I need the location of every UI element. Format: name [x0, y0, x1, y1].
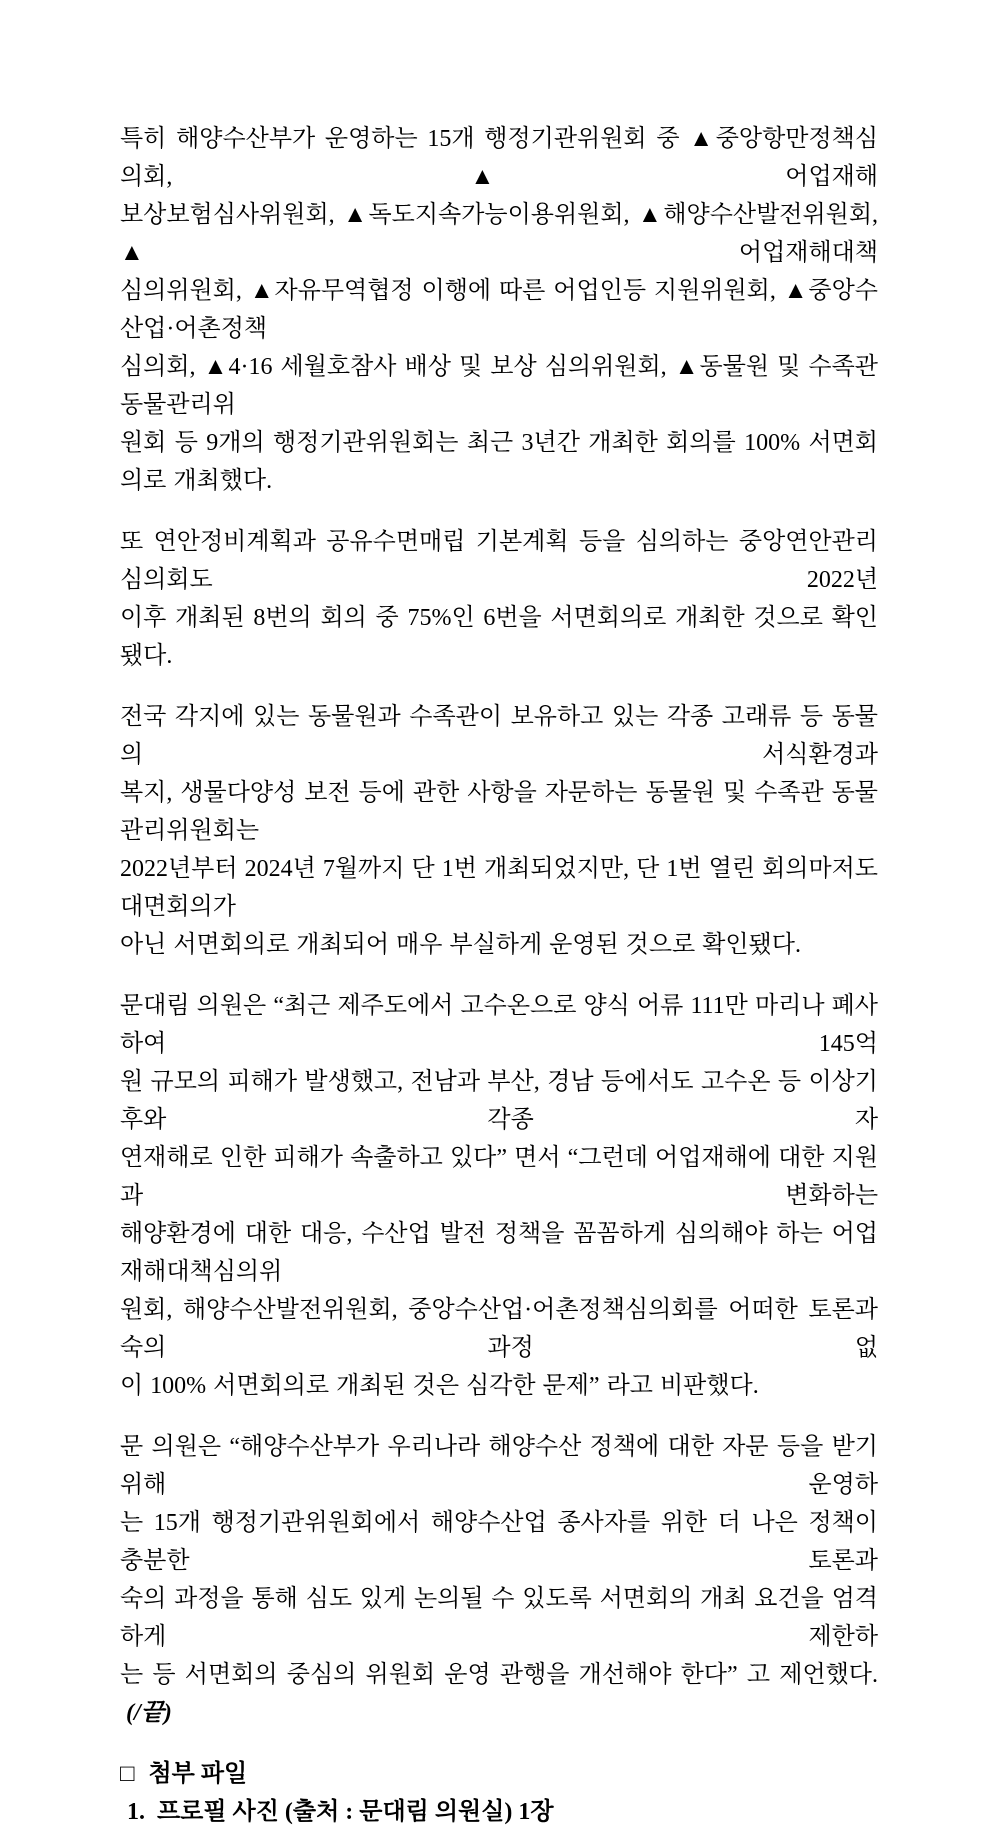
text-line: 연재해로 인한 피해가 속출하고 있다” 면서 “그런데 어업재해에 대한 지원과 변화하는 [120, 1145, 878, 1209]
text-line: 아닌 서면회의로 개최되어 매우 부실하게 운영된 것으로 확인됐다. [120, 932, 801, 958]
attachment-title: 첨부 파일 [148, 1761, 248, 1787]
text-line: 전국 각지에 있는 동물원과 수족관이 보유하고 있는 각종 고래류 등 동물의 서식환경과 [120, 704, 878, 768]
text-line: 또 연안정비계획과 공유수면매립 기본계획 등을 심의하는 중앙연안관리심의회도 2022년 [120, 529, 878, 593]
text-line: 해양환경에 대한 대응, 수산업 발전 정책을 꼼꼼하게 심의해야 하는 어업재해대책심의위 [120, 1221, 878, 1285]
text-line: 는 15개 행정기관위원회에서 해양수산업 종사자를 위한 더 나은 정책이 충분한 토론과 [120, 1510, 878, 1574]
text-line: 특히 해양수산부가 운영하는 15개 행정기관위원회 중 ▲중앙항만정책심의회, ▲어업재해 [120, 126, 878, 190]
text-line: 심의회, ▲4·16 세월호참사 배상 및 보상 심의위원회, ▲동물원 및 수족관 동물관리위 [120, 354, 878, 418]
text-line: 심의위원회, ▲자유무역협정 이행에 따른 어업인등 지원위원회, ▲중앙수산업·어촌정책 [120, 278, 878, 342]
attachment-item-number: 1. [127, 1799, 145, 1825]
attachment-section [120, 1755, 878, 1831]
attachment-header [120, 1755, 878, 1793]
paragraph-coastal-council [120, 523, 878, 675]
paragraph-committees-list [120, 120, 878, 500]
text-line: 문 의원은 “해양수산부가 우리나라 해양수산 정책에 대한 자문 등을 받기 위해 운영하 [120, 1434, 878, 1498]
text-line: 이후 개최된 8번의 회의 중 75%인 6번을 서면회의로 개최한 것으로 확인됐다. [120, 605, 878, 669]
text-line: 원회 등 9개의 행정기관위원회는 최근 3년간 개최한 회의를 100% 서면회의로 개최했다. [120, 430, 878, 494]
text-line: 원회, 해양수산발전위원회, 중앙수산업·어촌정책심의회를 어떠한 토론과 숙의 과정 없 [120, 1297, 878, 1361]
paragraph-criticism-quote [120, 987, 878, 1405]
end-of-release-marker: (/끝) [126, 1700, 172, 1726]
paragraph-zoo-aquarium-committee [120, 698, 878, 964]
text-line: 원 규모의 피해가 발생했고, 전남과 부산, 경남 등에서도 고수온 등 이상기후와 각종 자 [120, 1069, 878, 1133]
text-segment: 는 등 서면회의 중심의 위원회 운영 관행을 개선해야 한다” 고 제언했다. [120, 1662, 878, 1688]
text-line: 2022년부터 2024년 7월까지 단 1번 개최되었지만, 단 1번 열린 회의마저도 대면회의가 [120, 856, 878, 920]
attachment-item [120, 1793, 878, 1831]
attachment-item-text: 프로필 사진 (출처 : 문대림 의원실) 1장 [157, 1799, 554, 1825]
text-line: 보상보험심사위원회, ▲독도지속가능이용위원회, ▲해양수산발전위원회, ▲어업재해대책 [120, 202, 878, 266]
text-line: 문대림 의원은 “최근 제주도에서 고수온으로 양식 어류 111만 마리나 폐사하여 145억 [120, 993, 878, 1057]
text-line: 이 100% 서면회의로 개최된 것은 심각한 문제” 라고 비판했다. [120, 1373, 759, 1399]
text-line [120, 1656, 878, 1732]
text-line: 복지, 생물다양성 보전 등에 관한 사항을 자문하는 동물원 및 수족관 동물관리위원회는 [120, 780, 878, 844]
text-line: 숙의 과정을 통해 심도 있게 논의될 수 있도록 서면회의 개최 요건을 엄격하게 제한하 [120, 1586, 878, 1650]
paragraph-suggestion-quote [120, 1428, 878, 1732]
square-bullet-icon: □ [120, 1761, 135, 1787]
